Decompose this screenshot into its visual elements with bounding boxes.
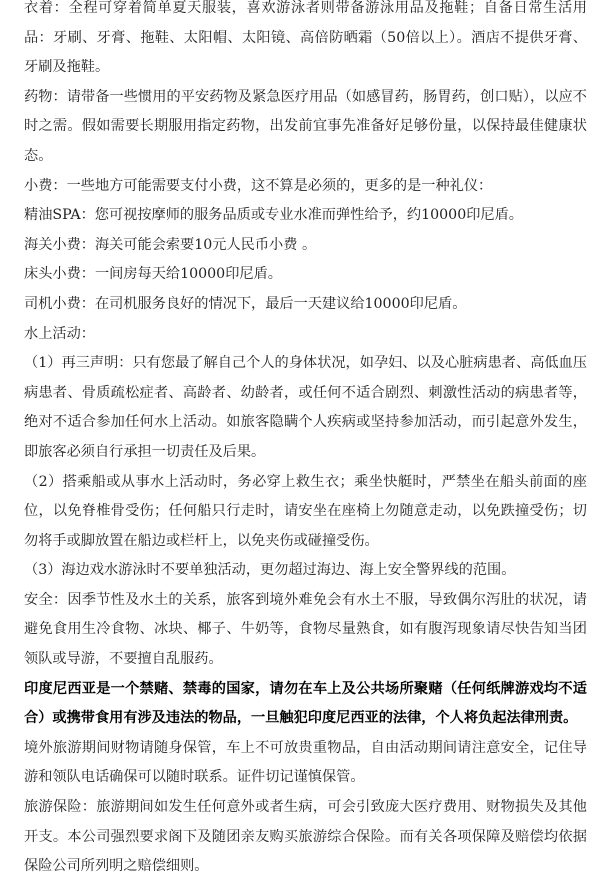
law-warning-paragraph: 印度尼西亚是一个禁赌、禁毒的国家，请勿在车上及公共场所聚赌（任何纸牌游戏均不适合）或携带食用有涉及违法的物品，一旦触犯印度尼西亚的法律，个人将负起法律刑责。 [24, 680, 587, 727]
tips-intro-paragraph: 小费：一些地方可能需要支付小费，这不算是必须的，更多的是一种礼仪： [24, 177, 493, 194]
water-activity-item-3: （3）海边戏水游泳时不要单独活动，更勿超过海边、海上安全警界线的范围。 [24, 562, 516, 579]
water-activities-heading: 水上活动： [24, 325, 95, 342]
driver-tip-paragraph: 司机小费：在司机服务良好的情况下，最后一天建议给10000印尼盾。 [24, 295, 467, 312]
water-activity-item-2: （2）搭乘船或从事水上活动时，务必穿上救生衣；乘坐快艇时，严禁坐在船头前面的座位，以免脊椎骨受伤；任何船只行走时，请安坐在座椅上勿随意走动，以免跌撞受伤；切勿将手或脚放置在船边或栏杆上，以免夹伤或碰撞受伤。 [24, 473, 587, 549]
safety-paragraph: 安全：因季节性及水土的关系，旅客到境外难免会有水土不服，导致偶尔泻肚的状况，请避免食用生冷食物、冰块、椰子、牛奶等，食物尽量熟食，如有腹泻现象请尽快告知当团领队或导游，不要擅自乱服药。 [24, 591, 587, 668]
spa-tip-paragraph: 精油SPA：您可视按摩师的服务品质或专业水准而弹性给予，约10000印尼盾。 [24, 207, 523, 224]
customs-tip-paragraph: 海关小费：海关可能会索要10元人民币小费 。 [24, 236, 317, 253]
belongings-paragraph: 境外旅游期间财物请随身保管，车上不可放贵重物品，自由活动期间请注意安全，记住导游和领队电话确保可以随时联系。证件切记谨慎保管。 [24, 739, 587, 786]
clothing-paragraph: 衣着：全程可穿着简单夏天服装，喜欢游泳者则带备游泳用品及拖鞋；自备日常生活用品：牙刷、牙膏、拖鞋、太阳帽、太阳镜、高倍防晒霜（50倍以上）。酒店不提供牙膏、牙刷及拖鞋。 [24, 0, 587, 76]
insurance-paragraph: 旅游保险：旅游期间如发生任何意外或者生病，可会引致庞大医疗费用、财物损失及其他开支。本公司强烈要求阁下及随团亲友购买旅游综合保险。而有关各项保障及赔偿均依据保险公司所列明之赔偿细则。 [24, 799, 587, 875]
bedside-tip-paragraph: 床头小费：一间房每天给10000印尼盾。 [24, 266, 282, 283]
medicine-paragraph: 药物：请带备一些惯用的平安药物及紧急医疗用品（如感冒药，肠胃药，创口贴），以应不时之需。假如需要长期服用指定药物，出发前宜事先准备好足够份量，以保持最佳健康状态。 [24, 88, 587, 164]
water-activity-item-1: （1）再三声明：只有您最了解自己个人的身体状况，如孕妇、以及心脏病患者、高低血压病患者、骨质疏松症者、高龄者、幼龄者，或任何不适合剧烈、刺激性活动的病患者等，绝对不适合参加任何水上活动。如旅客隐瞒个人疾病或坚持参加活动，而引起意外发生，即旅客必须自行承担一切责任及后果。 [24, 355, 587, 460]
